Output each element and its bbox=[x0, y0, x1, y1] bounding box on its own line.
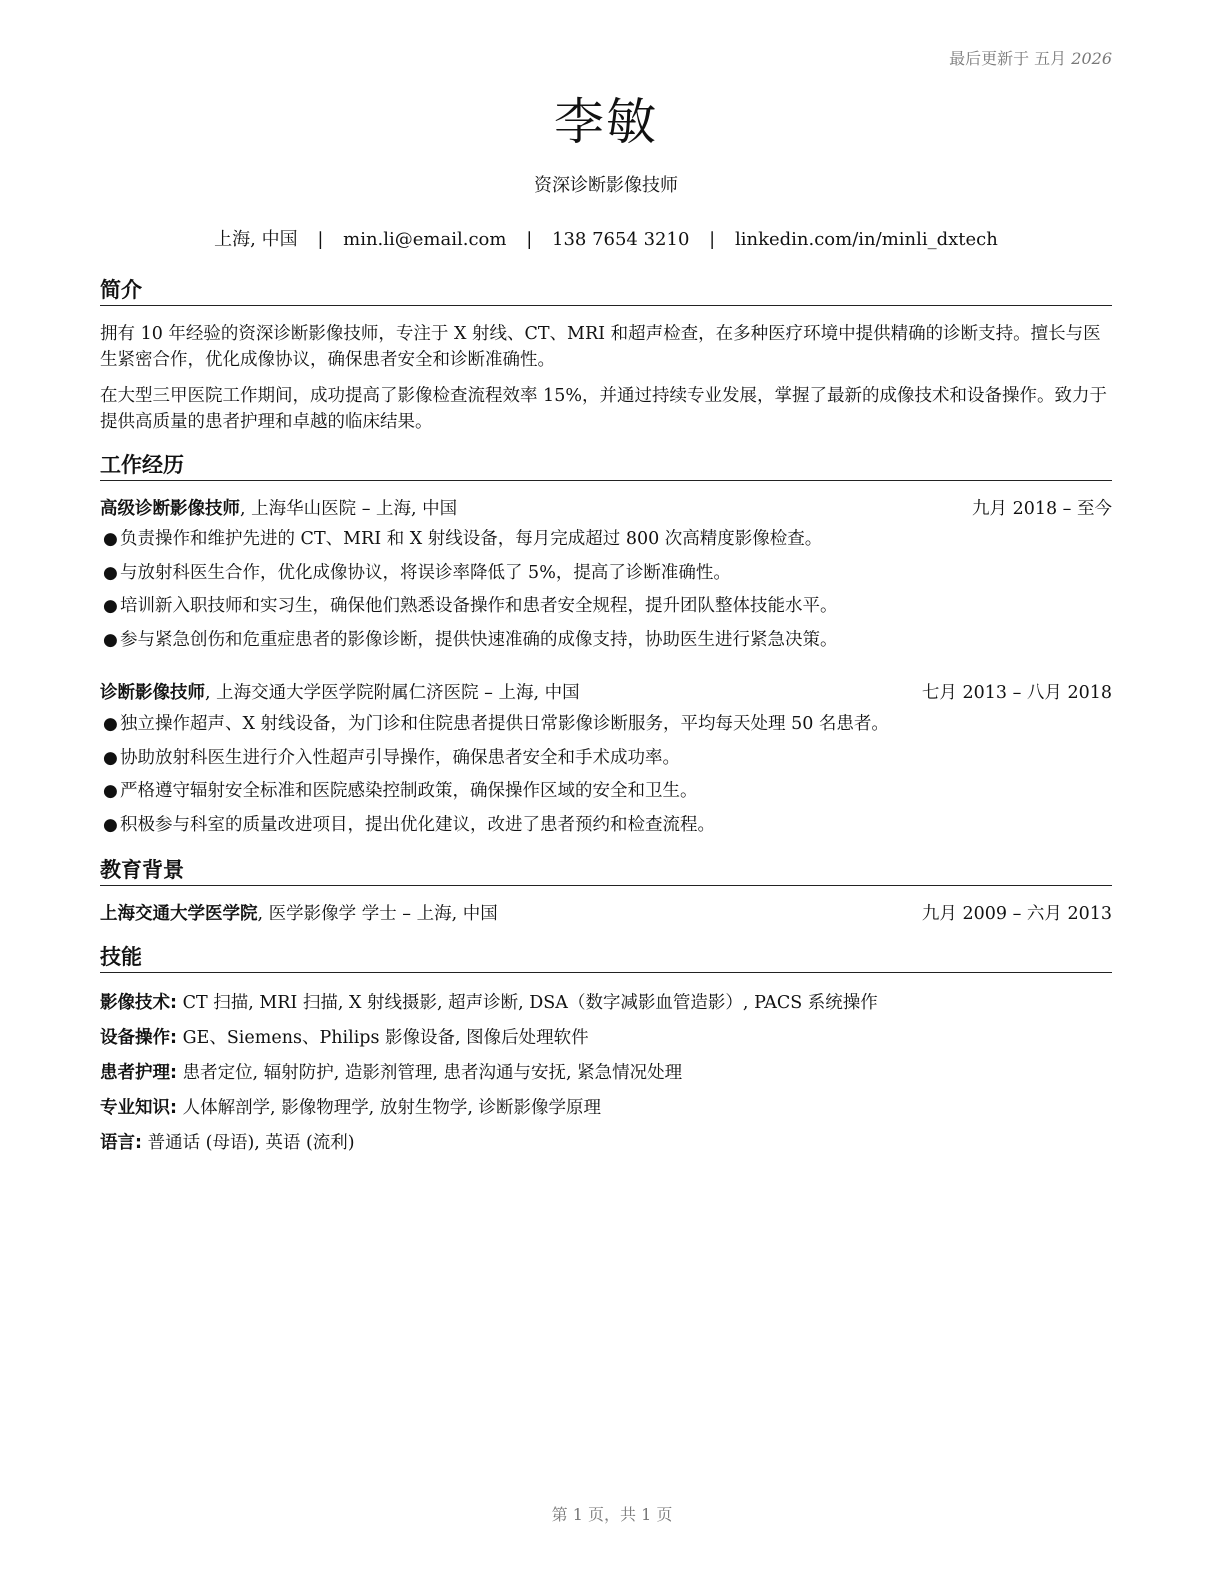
skill-label: 专业知识: bbox=[100, 1098, 177, 1118]
bullet-text: 独立操作超声、X 射线设备，为门诊和住院患者提供日常影像诊断服务，平均每天处理 50 名患者。 bbox=[120, 714, 889, 734]
bullet-text: 负责操作和维护先进的 CT、MRI 和 X 射线设备，每月完成超过 800 次高精度影像检查。 bbox=[120, 529, 823, 549]
contact-location: 上海, 中国 bbox=[214, 229, 298, 250]
list-item bbox=[100, 775, 1112, 809]
contact-separator: | bbox=[709, 229, 716, 250]
job-bullets bbox=[100, 708, 1112, 842]
bullet-text: 积极参与科室的质量改进项目，提出优化建议，改进了患者预约和检查流程。 bbox=[120, 814, 715, 835]
bullet-text: 参与紧急创伤和危重症患者的影像诊断，提供快速准确的成像支持，协助医生进行紧急决策。 bbox=[120, 629, 838, 650]
resume-page bbox=[100, 0, 1112, 1584]
skill-row bbox=[100, 986, 1112, 1021]
summary-paragraph: 在大型三甲医院工作期间，成功提高了影像检查流程效率 15%，并通过持续专业发展，掌握了最新的成像技术和设备操作。致力于提供高质量的患者护理和卓越的临床结果。 bbox=[100, 386, 1107, 432]
skill-value: 患者定位, 辐射防护, 造影剂管理, 患者沟通与安抚, 紧急情况处理 bbox=[177, 1063, 683, 1083]
skill-value: GE、Siemens、Philips 影像设备, 图像后处理软件 bbox=[177, 1028, 589, 1048]
skill-row bbox=[100, 1091, 1112, 1126]
bullet-text: 培训新入职技师和实习生，确保他们熟悉设备操作和患者安全规程，提升团队整体技能水平。 bbox=[120, 596, 838, 616]
education-entry bbox=[100, 901, 1112, 927]
candidate-name: 李敏 bbox=[554, 93, 658, 151]
last-updated-prefix: 最后更新于 五月 bbox=[949, 49, 1067, 68]
contact-line bbox=[100, 225, 1112, 251]
job-date: 九月 2018 – 至今 bbox=[972, 499, 1112, 519]
contact-separator: | bbox=[317, 229, 324, 250]
bullet-text: 与放射科医生合作，优化成像协议，将误诊率降低了 5%，提高了诊断准确性。 bbox=[120, 562, 731, 583]
contact-linkedin[interactable]: linkedin.com/in/minli_dxtech bbox=[734, 229, 998, 250]
skill-row bbox=[100, 1021, 1112, 1056]
section-heading-skills: 技能 bbox=[100, 944, 1112, 973]
skills-list bbox=[100, 986, 1112, 1161]
section-heading-education: 教育背景 bbox=[100, 857, 1112, 886]
job-role: 高级诊断影像技师 bbox=[100, 499, 240, 519]
education-school: 上海交通大学医学院 bbox=[100, 904, 258, 924]
skill-label: 设备操作: bbox=[100, 1028, 177, 1048]
job-org: , 上海华山医院 – 上海, 中国 bbox=[240, 499, 458, 519]
job-org: , 上海交通大学医学院附属仁济医院 – 上海, 中国 bbox=[205, 683, 580, 703]
last-updated bbox=[949, 46, 1112, 69]
list-item bbox=[100, 557, 1112, 591]
bullet-icon: ● bbox=[103, 781, 118, 801]
list-item bbox=[100, 523, 1112, 557]
bullet-icon: ● bbox=[103, 629, 118, 650]
bullet-text: 严格遵守辐射安全标准和医院感染控制政策，确保操作区域的安全和卫生。 bbox=[120, 781, 698, 801]
bullet-text: 协助放射科医生进行介入性超声引导操作，确保患者安全和手术成功率。 bbox=[120, 747, 680, 768]
skill-row bbox=[100, 1126, 1112, 1161]
candidate-title: 资深诊断影像技师 bbox=[534, 175, 678, 196]
bullet-icon: ● bbox=[103, 814, 118, 835]
contact-email[interactable]: min.li@email.com bbox=[343, 229, 507, 250]
bullet-icon: ● bbox=[103, 596, 118, 616]
bullet-icon: ● bbox=[103, 747, 118, 768]
contact-phone: 138 7654 3210 bbox=[552, 229, 690, 250]
job-date: 七月 2013 – 八月 2018 bbox=[921, 683, 1112, 703]
section-heading-experience: 工作经历 bbox=[100, 452, 1112, 481]
job-bullets bbox=[100, 523, 1112, 657]
bullet-icon: ● bbox=[103, 714, 118, 734]
section-heading-summary: 简介 bbox=[100, 277, 1112, 306]
list-item bbox=[100, 809, 1112, 843]
job-entry-header bbox=[100, 496, 1112, 522]
education-date: 九月 2009 – 六月 2013 bbox=[921, 904, 1112, 924]
skill-label: 影像技术: bbox=[100, 993, 177, 1013]
contact-separator: | bbox=[526, 229, 533, 250]
last-updated-year: 2026 bbox=[1071, 49, 1112, 68]
skill-value: CT 扫描, MRI 扫描, X 射线摄影, 超声诊断, DSA（数字减影血管造影）, PACS 系统操作 bbox=[177, 993, 878, 1013]
skill-value: 人体解剖学, 影像物理学, 放射生物学, 诊断影像学原理 bbox=[177, 1098, 601, 1118]
skill-row bbox=[100, 1056, 1112, 1091]
skill-label: 患者护理: bbox=[100, 1063, 177, 1083]
list-item bbox=[100, 624, 1112, 658]
summary-paragraph: 拥有 10 年经验的资深诊断影像技师，专注于 X 射线、CT、MRI 和超声检查，在多种医疗环境中提供精确的诊断支持。擅长与医生紧密合作，优化成像协议，确保患者安全和诊断准确性。 bbox=[100, 324, 1101, 370]
list-item bbox=[100, 742, 1112, 776]
list-item bbox=[100, 708, 1112, 742]
job-entry-header bbox=[100, 680, 1112, 706]
bullet-icon: ● bbox=[103, 562, 118, 583]
list-item bbox=[100, 590, 1112, 624]
page-number: 第 1 页，共 1 页 bbox=[551, 1505, 673, 1524]
skill-label: 语言: bbox=[100, 1133, 142, 1153]
bullet-icon: ● bbox=[103, 529, 118, 549]
education-degree: , 医学影像学 学士 – 上海, 中国 bbox=[257, 904, 498, 924]
job-role: 诊断影像技师 bbox=[100, 683, 205, 703]
skill-value: 普通话 (母语), 英语 (流利) bbox=[142, 1133, 355, 1153]
